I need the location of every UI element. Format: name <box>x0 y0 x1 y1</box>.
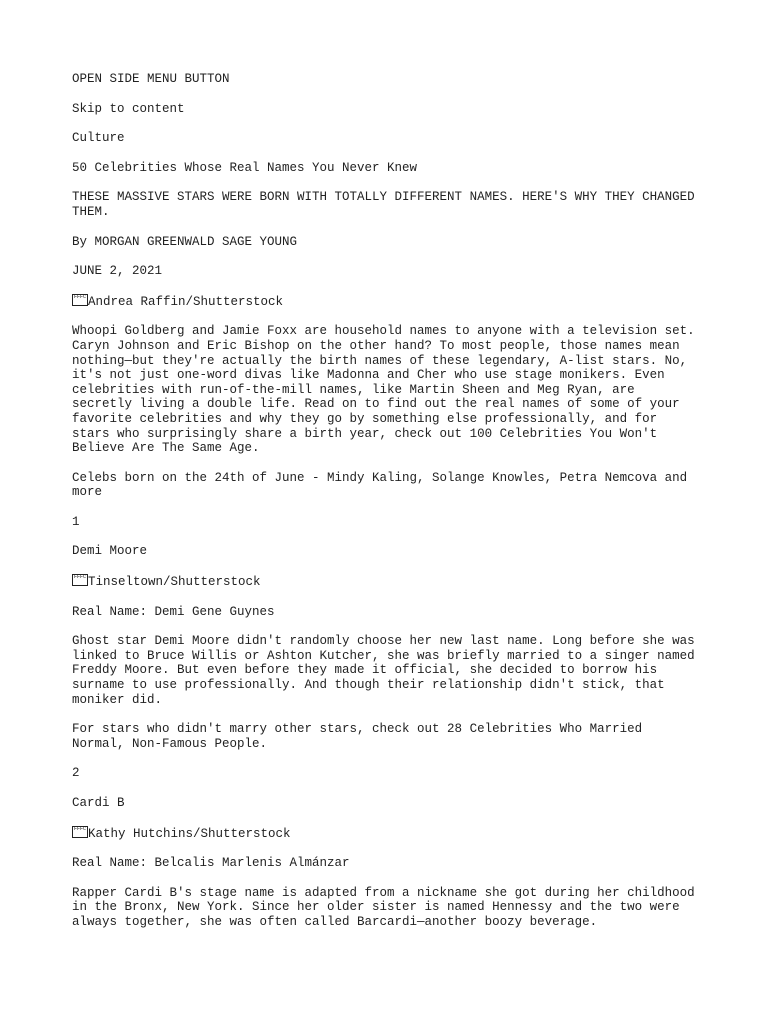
entry-number: 1 <box>72 514 80 529</box>
article-byline: By MORGAN GREENWALD SAGE YOUNG <box>72 234 298 249</box>
entry-credit-text: Kathy Hutchins/Shutterstock <box>88 826 291 841</box>
entry-number: 2 <box>72 766 80 781</box>
article-date: JUNE 2, 2021 <box>72 264 163 279</box>
entry-real-name: Real Name: Belcalis Marlenis Almánzar <box>72 856 350 871</box>
entry-credit-text: Tinseltown/Shutterstock <box>88 575 261 590</box>
hero-credit-text: Andrea Raffin/Shutterstock <box>88 294 284 309</box>
entry-body: Rapper Cardi B's stage name is adapted from a nickname she got during her childhood in the Bronx, New York. Since her older sister is named Hennessy and the two were always together, she was often called Barcardi—another boozy beverage. <box>72 885 695 929</box>
entry-name: Cardi B <box>72 796 125 810</box>
entry-image-credit <box>72 574 702 590</box>
article-intro: Whoopi Goldberg and Jamie Foxx are household names to anyone with a television set. Caryn Johnson and Eric Bishop on the other hand? To most people, those names mean nothing—but they're actually the birth names of these legendary, A-list stars. No, it's not just one-word divas like Madonna and Cher who use stage monikers. Even celebrities with run-of-the-mill names, like Martin Sheen and Meg Ryan, are secretly living a double life. Read on to find out the real names of some of your favorite celebrities and why they go by something else professionally, and for stars who surprisingly share a birth year, check out 100 Celebrities You Won't Believe Are The Same Age. <box>72 324 695 456</box>
missing-glyph-icon: FFFC <box>72 826 88 838</box>
article-page <box>72 72 702 945</box>
open-side-menu-button[interactable]: OPEN SIDE MENU BUTTON <box>72 72 230 86</box>
hero-image-credit <box>72 294 702 310</box>
entry-related-note[interactable]: For stars who didn't marry other stars, check out 28 Celebrities Who Married Normal, Non-Famous People. <box>72 722 643 751</box>
entry-name: Demi Moore <box>72 544 148 559</box>
entry-body: Ghost star Demi Moore didn't randomly choose her new last name. Long before she was linked to Bruce Willis or Ashton Kutcher, she was briefly married to a singer named Freddy Moore. But even before they made it official, she decided to borrow his surname to use professionally. And though their relationship didn't stick, that moniker did. <box>72 634 695 707</box>
category-link[interactable]: Culture <box>72 131 125 146</box>
entry-image-credit <box>72 826 702 842</box>
related-video-link[interactable]: Celebs born on the 24th of June - Mindy Kaling, Solange Knowles, Petra Nemcova and more <box>72 470 688 500</box>
skip-to-content-link[interactable]: Skip to content <box>72 101 185 116</box>
missing-glyph-icon: FFFC <box>72 294 88 306</box>
entry-real-name: Real Name: Demi Gene Guynes <box>72 604 275 619</box>
missing-glyph-icon: FFFC <box>72 574 88 586</box>
article-title: 50 Celebrities Whose Real Names You Never Knew <box>72 160 418 175</box>
article-subtitle: THESE MASSIVE STARS WERE BORN WITH TOTALLY DIFFERENT NAMES. HERE'S WHY THEY CHANGED THEM. <box>72 190 695 219</box>
